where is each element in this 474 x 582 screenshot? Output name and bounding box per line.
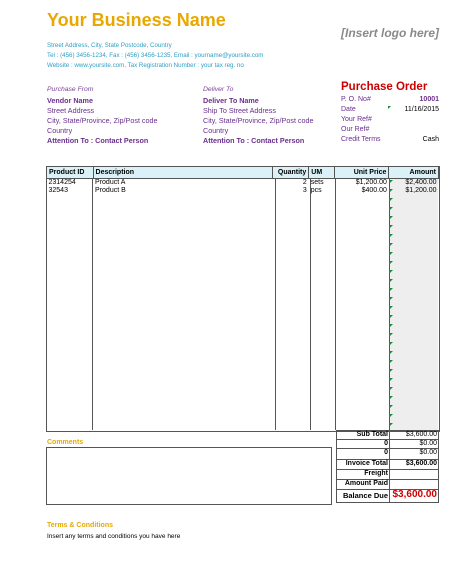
cell-marker-icon: [389, 261, 393, 265]
header-amount: Amount: [389, 167, 439, 179]
cell-marker-icon: [389, 342, 393, 346]
vendor-name: Vendor Name: [47, 96, 93, 105]
invoice-total-value: $3,600.00: [405, 460, 437, 467]
purchase-order-title: Purchase Order: [341, 81, 428, 93]
totals-border: [336, 430, 337, 502]
table-row: [47, 179, 439, 188]
cell-marker-icon: [389, 252, 393, 256]
cell-marker-icon: [389, 414, 393, 418]
terms-label: Terms & Conditions: [47, 522, 113, 529]
cell-marker-icon: [389, 423, 393, 427]
cell-marker-icon: [389, 234, 393, 238]
cell-marker-icon: [389, 189, 393, 193]
invoice-total-label: Invoice Total: [345, 460, 388, 467]
comment-marker-icon: [388, 106, 391, 109]
product-quantity: 2: [302, 179, 307, 186]
vendor-country: Country: [47, 126, 73, 135]
product-id: 2314254: [48, 179, 76, 186]
product-unit-price: $400.00: [361, 187, 387, 194]
subtotal-value: $3,600.00: [405, 431, 437, 438]
cell-marker-icon: [389, 387, 393, 391]
freight-label: Freight: [364, 470, 388, 477]
deliver-name: Deliver To Name: [203, 96, 259, 105]
cell-marker-icon: [389, 333, 393, 337]
extra-charge-2-label: 0: [384, 449, 388, 456]
our-ref-label: Our Ref#: [341, 126, 370, 133]
cell-marker-icon: [389, 324, 393, 328]
logo-placeholder: [Insert logo here]: [341, 26, 440, 40]
address-line-2: Tel : (456) 3456-1234, Fax : (456) 3456-1235, Email : yourname@yoursite.com: [47, 52, 264, 59]
cell-marker-icon: [389, 288, 393, 292]
po-number-label: P. O. No#: [341, 96, 371, 103]
balance-due-label: Balance Due: [342, 491, 388, 500]
deliver-to-label: Deliver To: [203, 86, 234, 93]
product-unit-price: $1,200.00: [355, 179, 387, 186]
cell-marker-icon: [389, 297, 393, 301]
cell-marker-icon: [389, 279, 393, 283]
vendor-attention: Attention To : Contact Person: [47, 136, 149, 145]
product-description: Product B: [95, 187, 126, 194]
cell-marker-icon: [389, 180, 393, 184]
product-amount: $2,400.00: [405, 179, 437, 186]
product-amount: $1,200.00: [405, 187, 437, 194]
table-row: [47, 187, 439, 195]
items-table-frame: [46, 166, 440, 432]
product-description: Product A: [95, 179, 126, 186]
product-um: pcs: [310, 187, 322, 194]
column-divider: [310, 178, 311, 430]
header-product-id: Product ID: [47, 167, 94, 179]
extra-charge-1-value: $0.00: [419, 440, 437, 447]
header-description: Description: [93, 167, 273, 179]
deliver-city: City, State/Province, Zip/Post code: [203, 116, 314, 125]
column-divider: [275, 178, 276, 430]
cell-marker-icon: [389, 198, 393, 202]
date-value: 11/16/2015: [404, 106, 439, 113]
cell-marker-icon: [389, 360, 393, 364]
extra-charge-1-label: 0: [384, 440, 388, 447]
cell-marker-icon: [389, 405, 393, 409]
extra-charge-2-value: $0.00: [419, 449, 437, 456]
deliver-attention: Attention To : Contact Person: [203, 136, 305, 145]
po-number-value: 10001: [419, 96, 439, 103]
comments-label: Comments: [47, 439, 84, 446]
subtotal-label: Sub Total: [356, 431, 388, 438]
header-quantity: Quantity: [273, 167, 309, 179]
balance-due-value: $3,600.00: [392, 489, 437, 500]
column-divider: [92, 178, 93, 430]
cell-marker-icon: [389, 207, 393, 211]
totals-divider: [336, 502, 439, 503]
credit-terms-value: Cash: [422, 136, 439, 143]
cell-marker-icon: [389, 351, 393, 355]
product-id: 32543: [48, 187, 68, 194]
business-name: Your Business Name: [47, 10, 226, 30]
address-line-3: Website : www.yoursite.com, Tax Registration Number : your tax reg. no: [47, 62, 244, 69]
cell-marker-icon: [389, 306, 393, 310]
amount-paid-label: Amount Paid: [344, 480, 388, 487]
terms-text: Insert any terms and conditions you have here: [47, 533, 181, 540]
deliver-street: Ship To Street Address: [203, 106, 276, 115]
cell-marker-icon: [389, 270, 393, 274]
header-unit-price: Unit Price: [335, 167, 389, 179]
comments-box[interactable]: [46, 447, 332, 505]
your-ref-label: Your Ref#: [341, 116, 372, 123]
address-line-1: Street Address, City, State Postcode, Country: [47, 42, 172, 49]
product-quantity: 3: [302, 187, 307, 194]
items-table: [46, 166, 439, 195]
header-um: UM: [309, 167, 335, 179]
cell-marker-icon: [389, 369, 393, 373]
purchase-from-label: Purchase From: [47, 86, 94, 93]
cell-marker-icon: [389, 396, 393, 400]
cell-marker-icon: [389, 216, 393, 220]
credit-terms-label: Credit Terms: [341, 136, 381, 143]
totals-border: [389, 430, 390, 502]
column-divider: [335, 178, 336, 430]
product-um: sets: [310, 179, 324, 186]
cell-marker-icon: [389, 243, 393, 247]
totals-border: [438, 430, 439, 502]
cell-marker-icon: [389, 225, 393, 229]
date-label: Date: [341, 106, 356, 113]
deliver-country: Country: [203, 126, 229, 135]
cell-marker-icon: [389, 315, 393, 319]
vendor-street: Street Address: [47, 106, 95, 115]
cell-marker-icon: [389, 378, 393, 382]
vendor-city: City, State/Province, Zip/Post code: [47, 116, 158, 125]
